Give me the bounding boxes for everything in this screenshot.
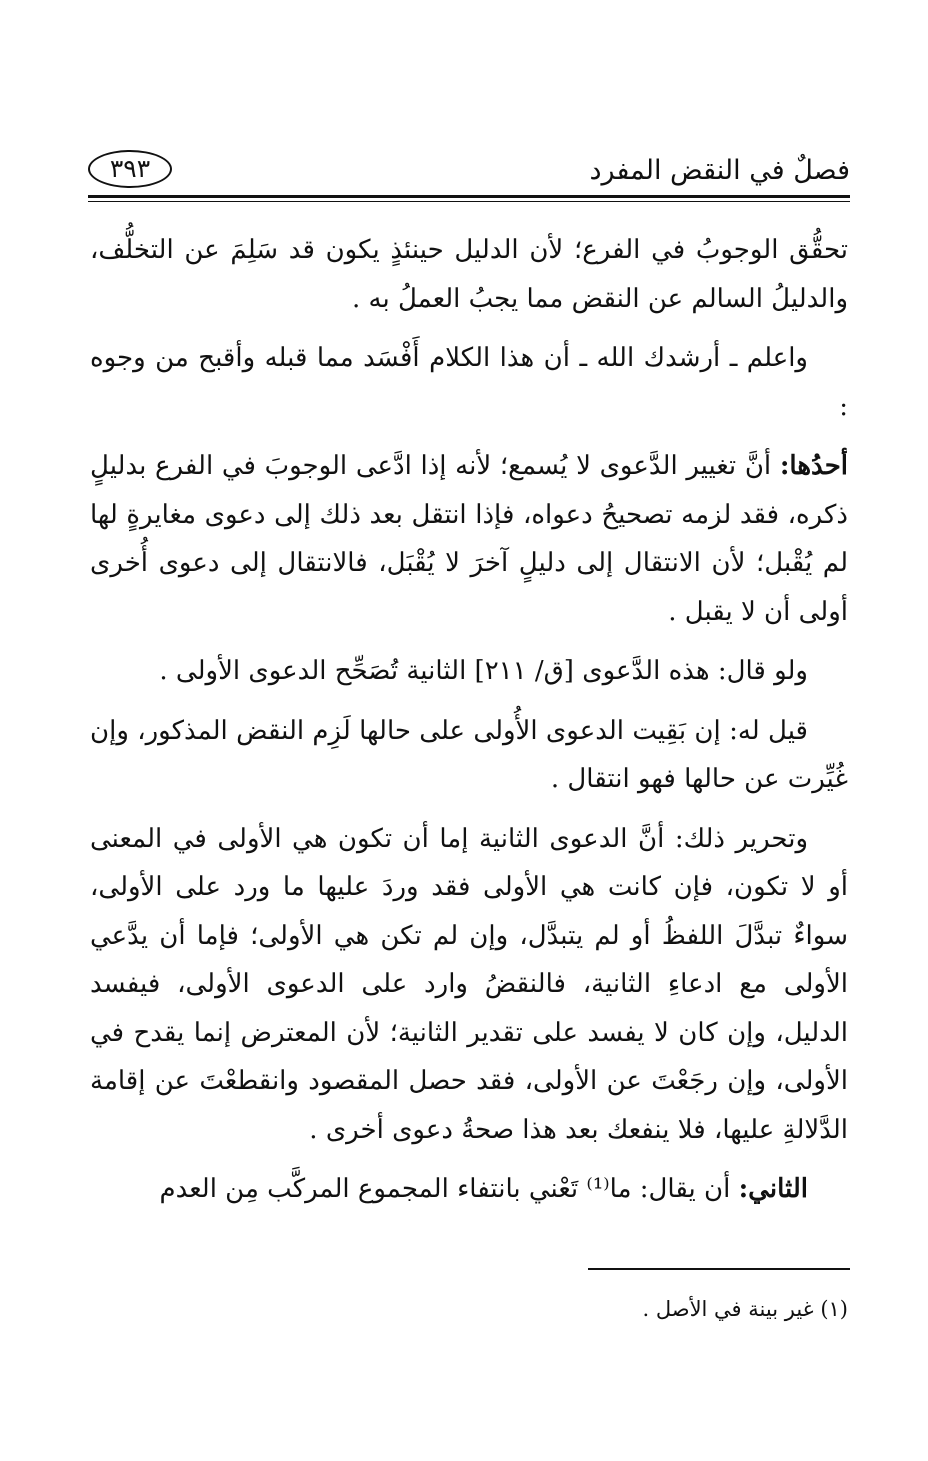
paragraph-1: تحقُّق الوجوبُ في الفرع؛ لأن الدليل حينئذٍ يكون قد سَلِمَ عن التخلُّف، والدليلُ السالم عن النقض مما يجبُ العملُ به . [90,235,848,314]
paragraph-3-text: أنَّ تغيير الدَّعوى لا يُسمع؛ لأنه إذا ادَّعى الوجوبَ في الفرع بدليلٍ ذكره، فقد لزمه تصحيحُ دعواه، فإذا انتقل بعد ذلك إلى دعوى مغايرةٍ لها لم يُقْبل؛ لأن الانتقال إلى دليلٍ آخرَ لا يُقْبَل، فالانتقال إلى دعوى أُخرى أولى أن لا يقبل . [90,451,848,627]
footnote [90,1292,848,1326]
paragraph-3 [90,442,848,636]
paragraph-7-text: أن يقال: ما⁽¹⁾ تَعْني بانتفاء المجموع المركَّب مِن العدم [159,1174,739,1204]
footnote-text: غير بينة في الأصل . [642,1297,821,1321]
paragraph-7-label: الثاني: [738,1174,808,1204]
page-header [88,148,850,194]
header-rule-thick [88,195,850,198]
paragraph-6: وتحرير ذلك: أنَّ الدعوى الثانية إما أن تكون هي الأولى في المعنى أو لا تكون، فإن كانت هي الأولى فقد وردَ عليها ما ورد على الأولى، سواءٌ تبدَّلَ اللفظُ أو لم يتبدَّل، وإن لم تكن هي الأولى؛ فإما أن يدَّعي الأولى مع ادعاءِ الثانية، فالنقضُ وارد على الدعوى الأولى، فيفسد الدليل، وإن كان لا يفسد على تقدير الثانية؛ لأن المعترض إنما يقدح في الأولى، وإن رجَعْتَ عن الأولى، فقد حصل المقصود وانقطعْتَ عن إقامة الدَّلالةِ عليها، فلا ينفعك بعد هذا صحةُ دعوى أخرى . [90,823,848,1145]
paragraph-2: واعلم ـ أرشدك الله ـ أن هذا الكلام أَفْسَد مما قبله وأقبح من وجوه : [90,343,848,422]
footnote-marker: (١) [820,1297,848,1321]
paragraph-7 [90,1165,848,1214]
paragraph-4: ولو قال: هذه الدَّعوى [ق/ ٢١١] الثانية تُصَحِّح الدعوى الأولى . [159,656,808,686]
main-text [90,226,848,1225]
page-number-badge: ٣٩٣ [88,150,172,188]
header-rule-thin [88,201,850,202]
paragraph-3-label: أحدُها: [779,451,848,481]
footnote-separator [588,1268,850,1270]
paragraph-5: قيل له: إن بَقِيت الدعوى الأُولى على حالها لَزِم النقض المذكور، وإن غُيِّرت عن حالها فهو انتقال . [90,715,848,794]
running-title: فصلٌ في النقض المفرد [589,155,850,186]
